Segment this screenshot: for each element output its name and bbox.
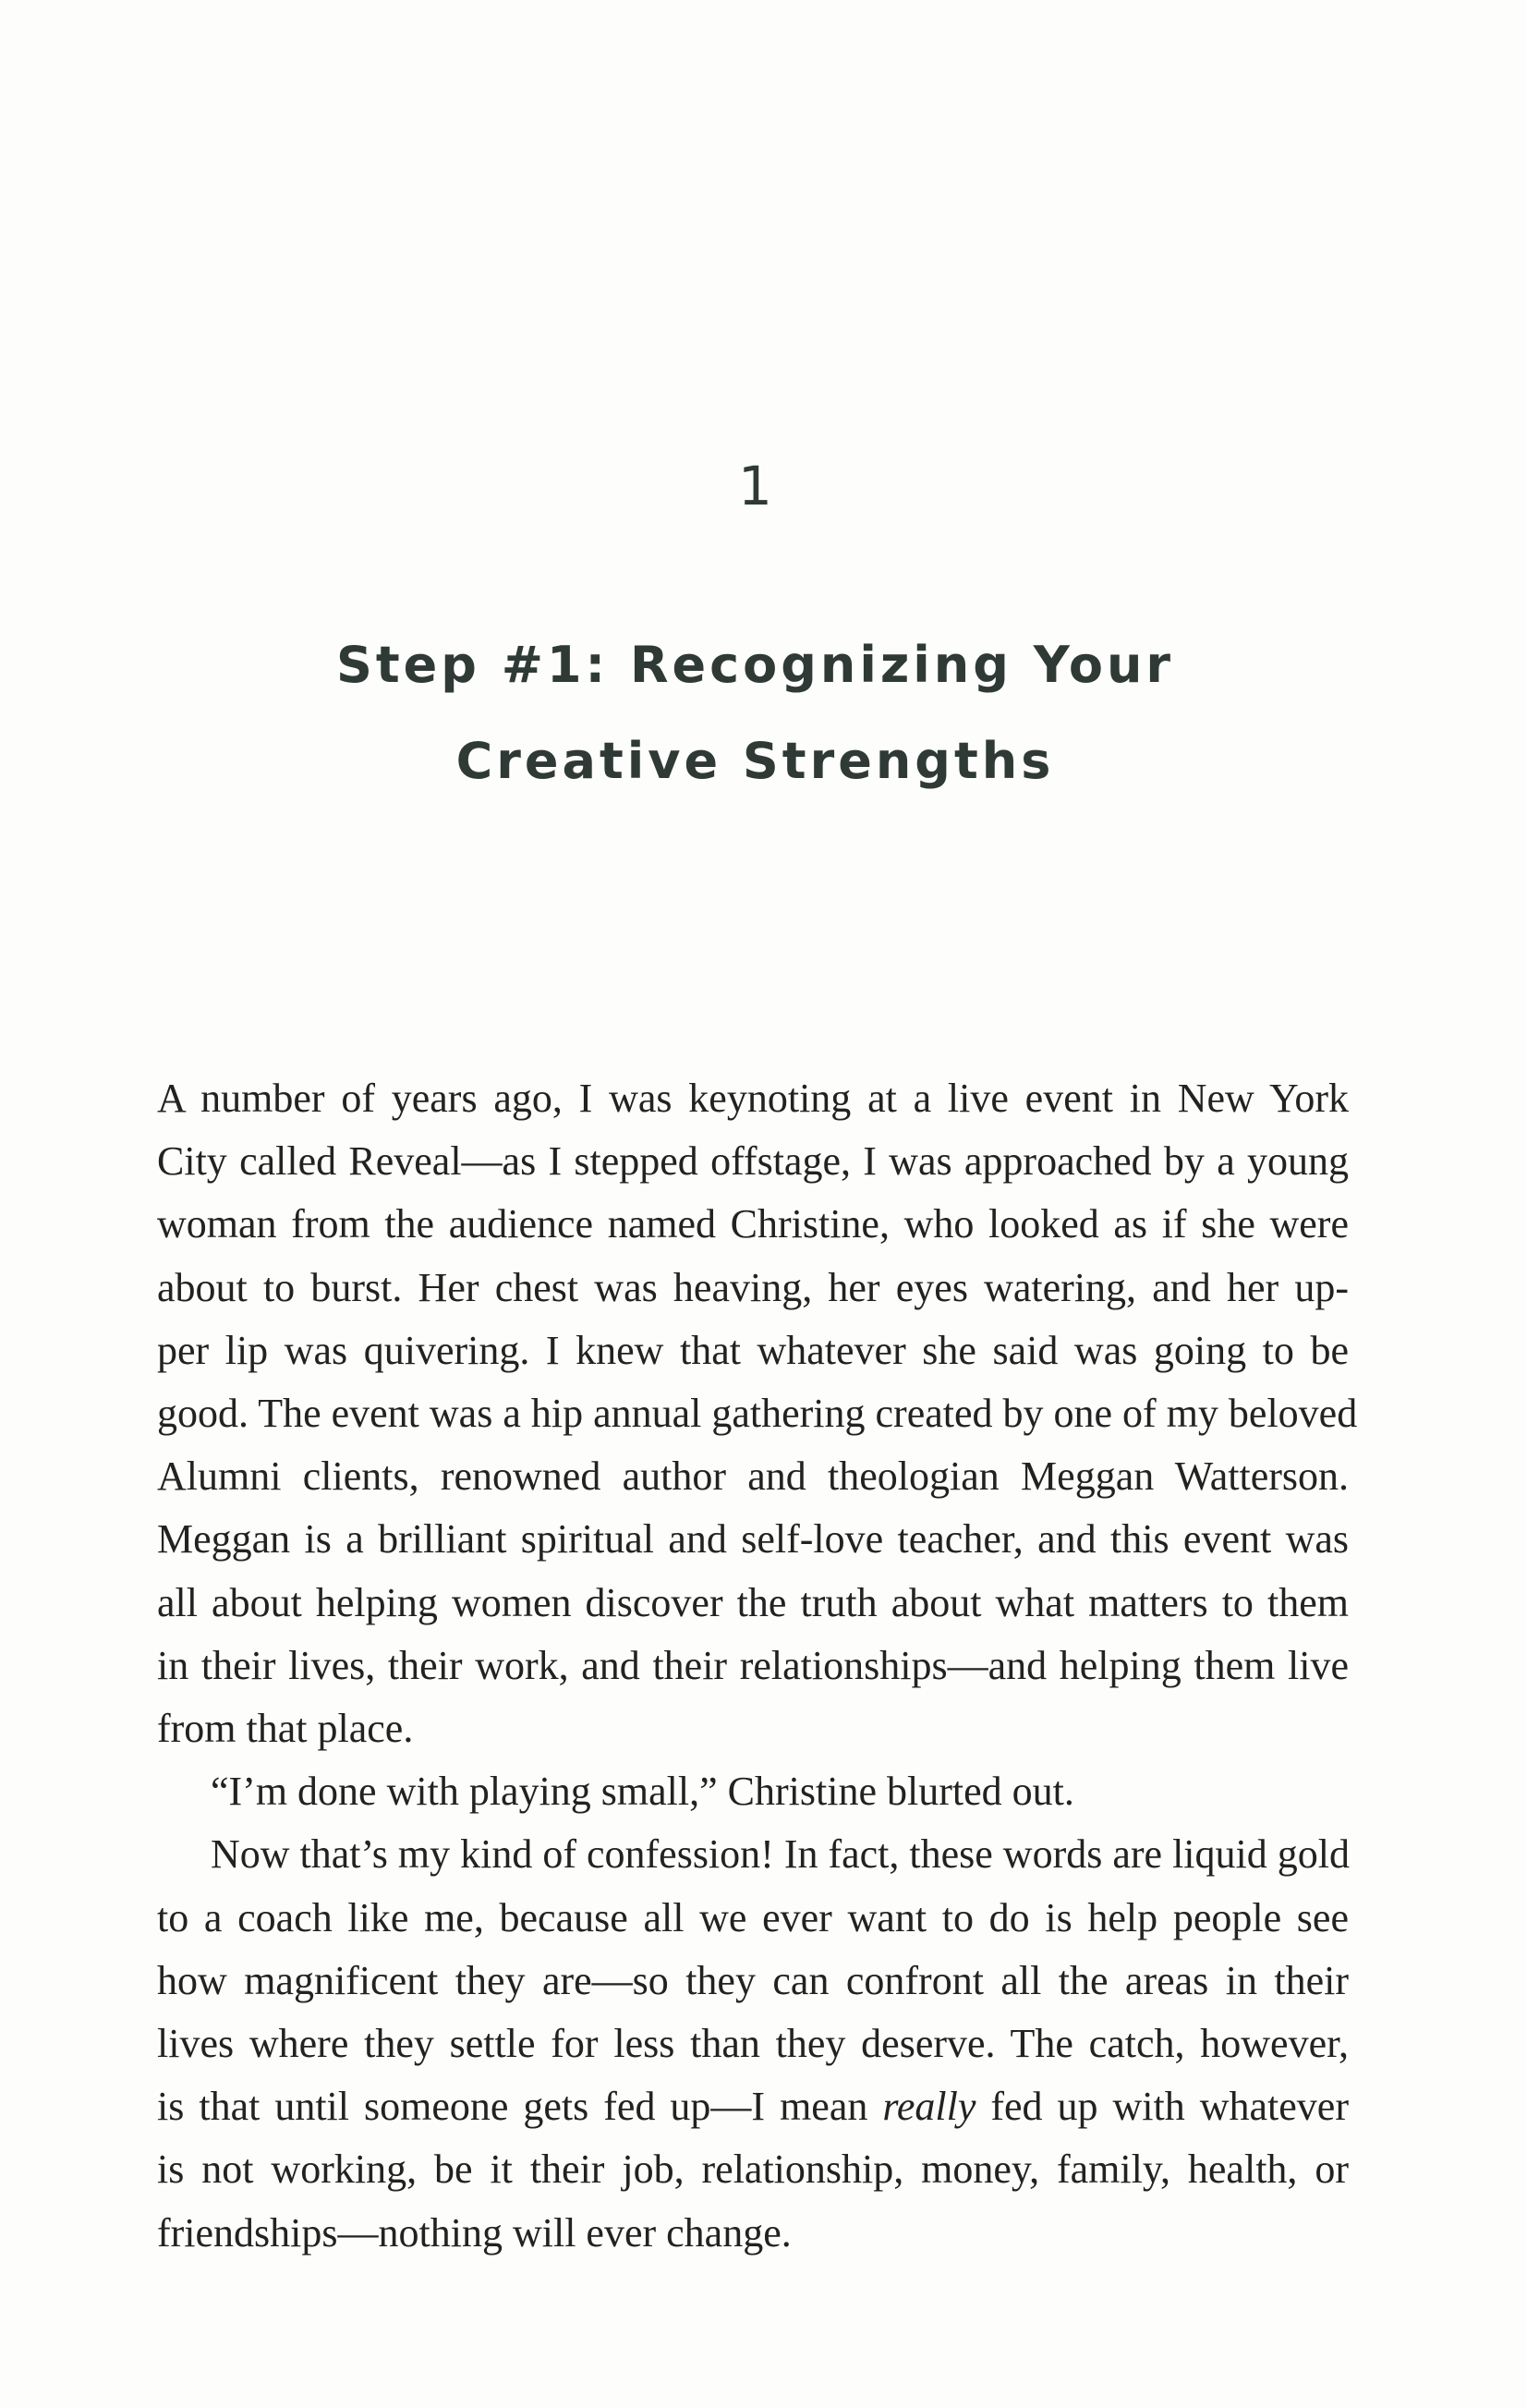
text-line: from that place. [157,1706,414,1752]
chapter-title [0,617,1510,809]
paragraph-3 [157,1823,1349,2264]
text-segment: fed up with whatever [976,2084,1349,2130]
chapter-title-line-1: Step #1: Recognizing Your [335,636,1175,694]
text-line: to a coach like me, because all we ever want to do is help people see [157,1894,1349,1940]
text-line: lives where they settle for less than they deserve. The catch, however, [157,2021,1349,2067]
text-line: Now that’s my kind of confession! In fact, these words are liquid gold [211,1831,1350,1878]
text-line: good. The event was a hip annual gathering created by one of my beloved [157,1391,1358,1437]
paragraph-2 [157,1760,1349,1823]
text-line-with-italic [157,2075,1349,2138]
text-line: friendships—nothing will ever change. [157,2209,792,2256]
chapter-title-line-2: Creative Strengths [455,732,1055,790]
text-line: is not working, be it their job, relationship, money, family, health, or [157,2147,1349,2193]
text-segment: is that until someone gets fed up—I mean [157,2084,883,2130]
text-line: all about helping women discover the truth about what matters to them [157,1579,1349,1625]
text-line: how magnificent they are—so they can confront all the areas in their [157,1957,1349,2003]
chapter-body [157,1067,1358,2265]
text-line: City called Reveal—as I stepped offstage, I was approached by a young [157,1138,1349,1185]
text-line: Alumni clients, renowned author and theologian Meggan Watterson. [157,1453,1349,1500]
text-line: about to burst. Her chest was heaving, her eyes watering, and her up- [157,1264,1349,1310]
italic-emphasis: really [882,2084,976,2130]
text-line: Meggan is a brilliant spiritual and self-love teacher, and this event was [157,1516,1349,1563]
text-line: “I’m done with playing small,” Christine blurted out. [211,1769,1074,1815]
text-line: per lip was quivering. I knew that whatever she said was going to be [157,1327,1349,1373]
paragraph-1 [157,1067,1358,1760]
text-line: woman from the audience named Christine, who looked as if she were [157,1201,1349,1247]
text-line: in their lives, their work, and their relationships—and helping them live [157,1642,1349,1688]
text-line: A number of years ago, I was keynoting at a live event in New York [157,1076,1349,1121]
chapter-number: 1 [738,455,772,517]
